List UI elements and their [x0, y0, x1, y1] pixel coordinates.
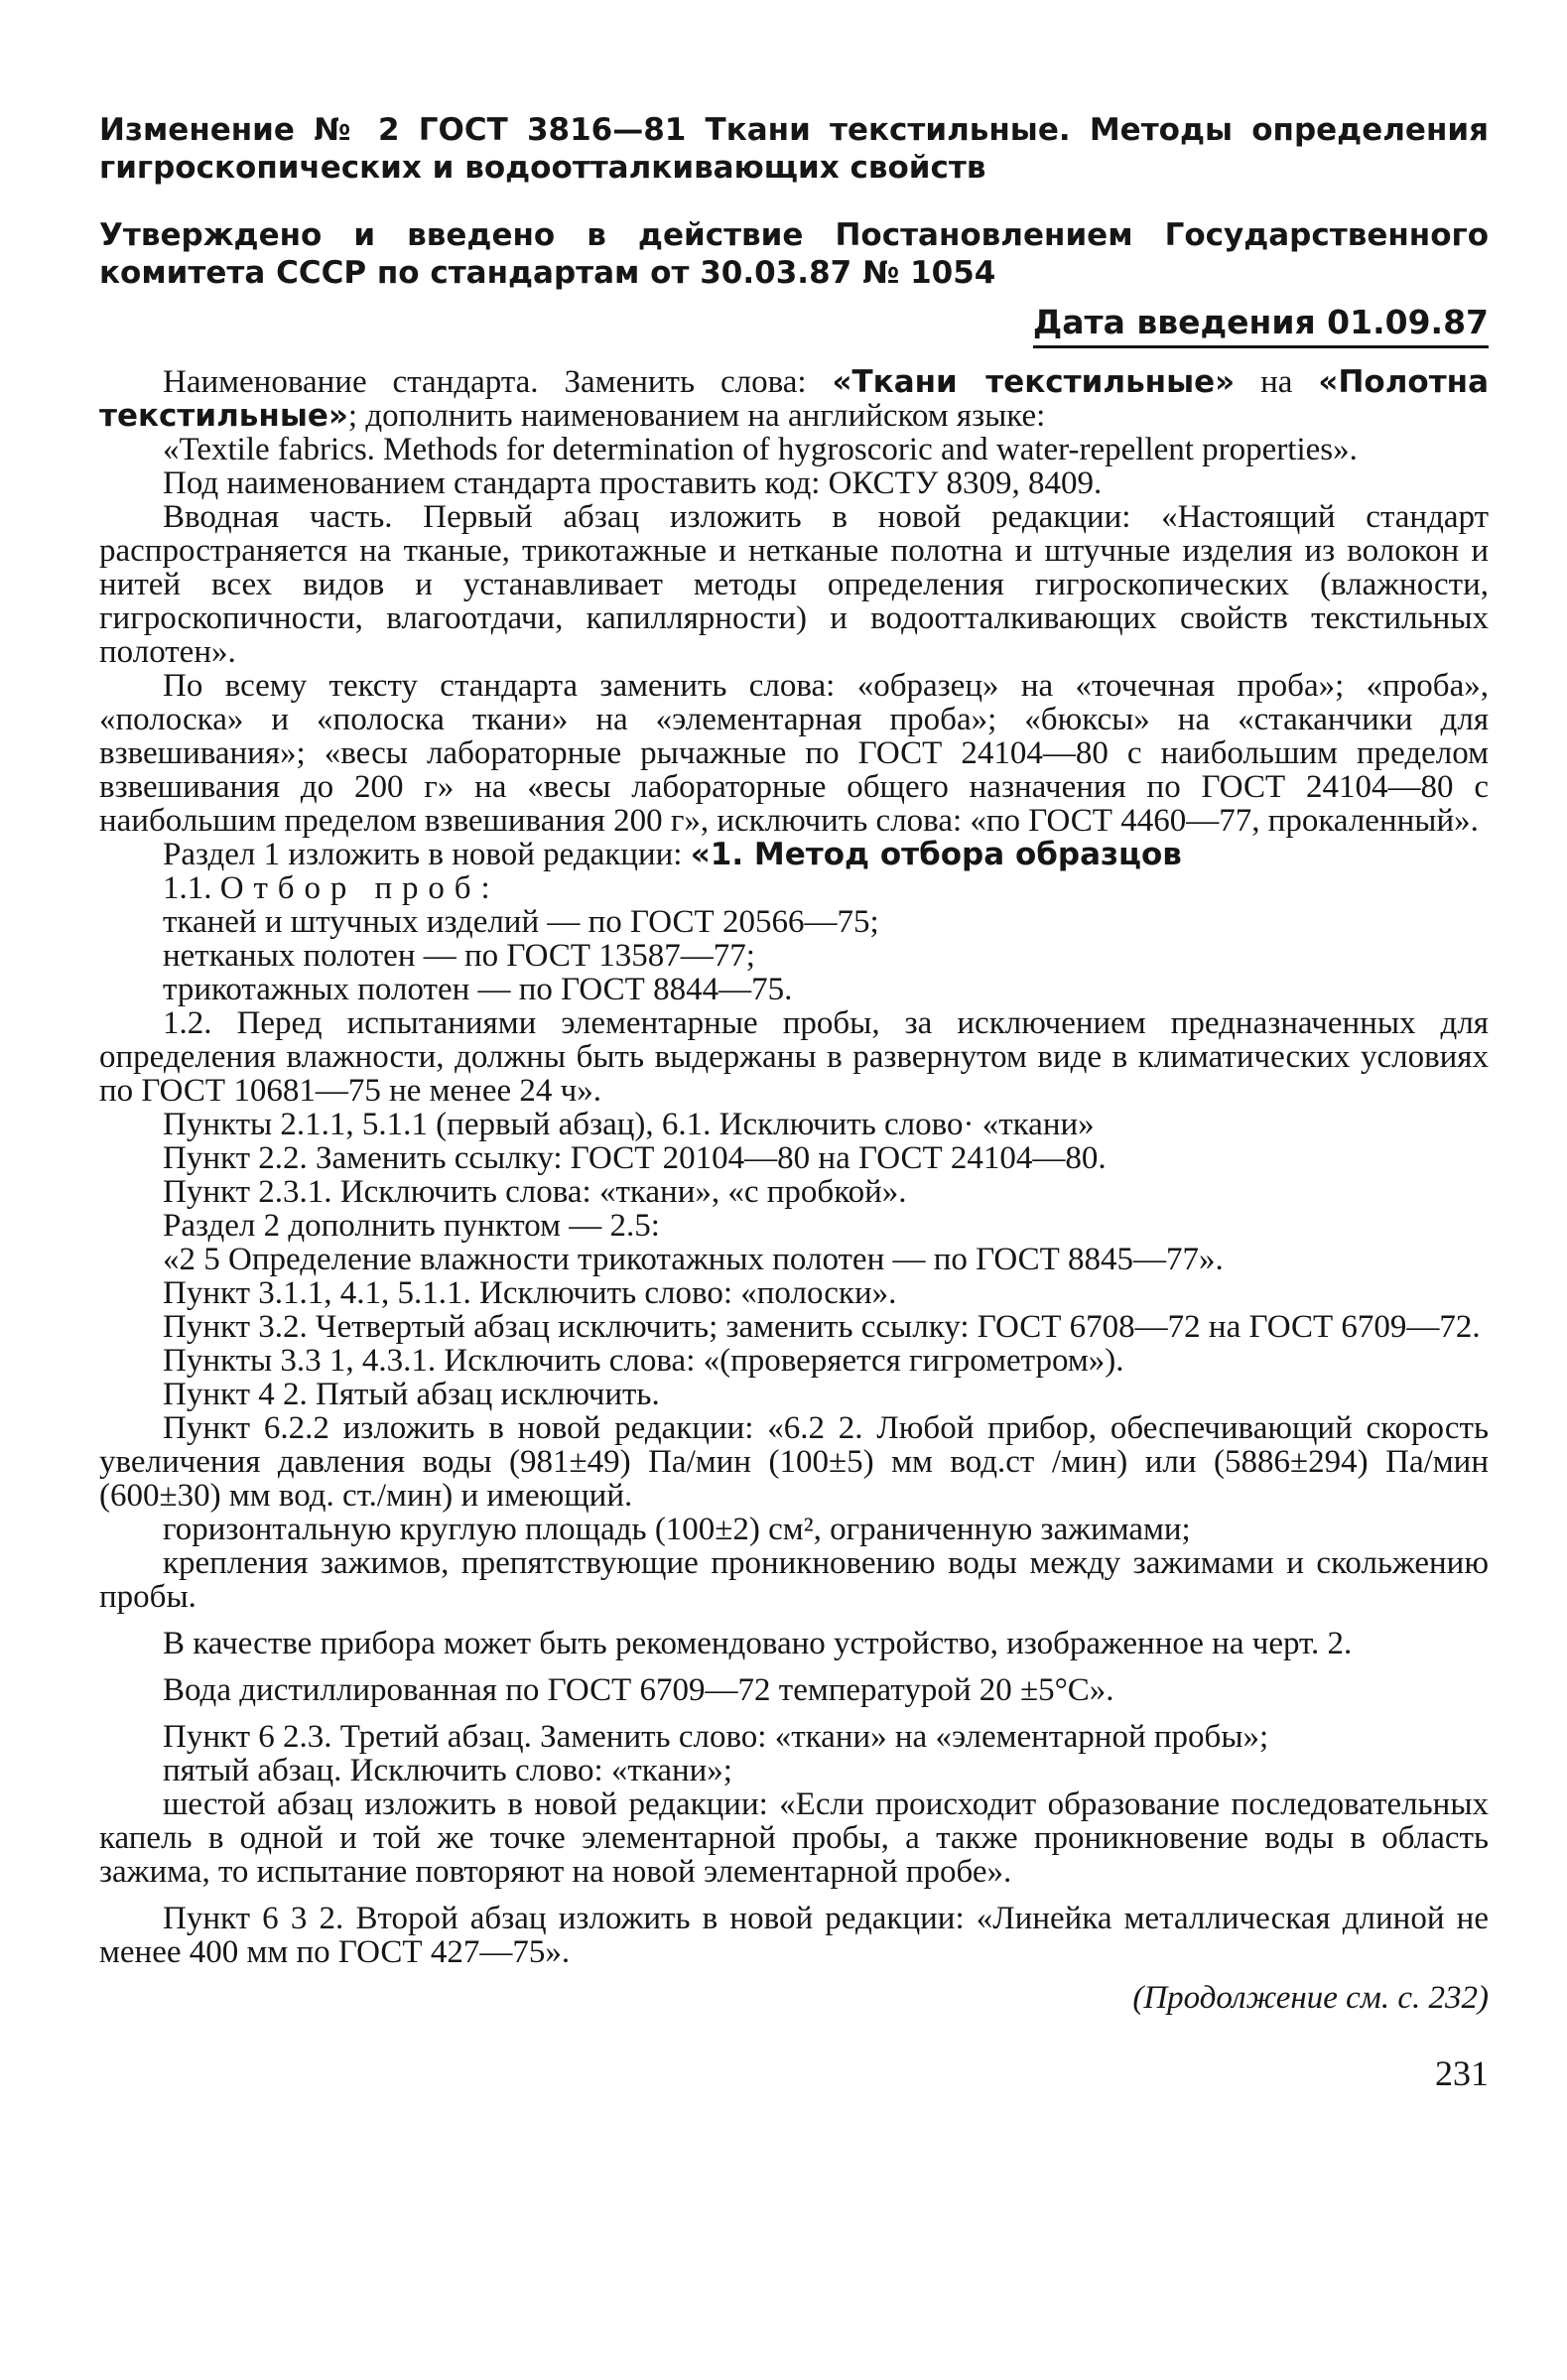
paragraph: Под наименованием стандарта проставить код: ОКСТУ 8309, 8409. — [163, 465, 1103, 501]
paragraph: пятый абзац. Исключить слово: «ткани»; — [163, 1753, 732, 1788]
paragraph: Наименование стандарта. Заменить слова: «Ткани текстильные» на «Полотна текстильные»; дополнить наименованием на английском языке: — [99, 364, 1489, 434]
paragraph: Пункт 3.1.1, 4.1, 5.1.1. Исключить слово: «полоски». — [163, 1275, 897, 1311]
amendment-title: Изменение № 2 ГОСТ 3816—81 Ткани текстильные. Методы определения гигроскопических и водоотталкивающих свойств — [99, 112, 1489, 186]
paragraph: Пункт 3.2. Четвертый абзац исключить; заменить ссылку: ГОСТ 6708—72 на ГОСТ 6709—72. — [163, 1309, 1481, 1345]
paragraph: горизонтальную круглую площадь (100±2) см², ограниченную зажимами; — [163, 1512, 1191, 1547]
effective-date — [99, 303, 1489, 341]
paragraph: Раздел 2 дополнить пунктом — 2.5: — [163, 1208, 660, 1244]
paragraph: шестой абзац изложить в новой редакции: «Если происходит образование последовательных капель в одной и той же точке элементарной пробы, а также проникновение воды в область зажима, то испытание повторяют на новой элементарной пробе». — [99, 1786, 1489, 1890]
paragraph: По всему тексту стандарта заменить слова: «образец» на «точечная проба»; «проба», «полоска» и «полоска ткани» на «элементарная проба»; «бюксы» на «стаканчики для взвешивания»; «весы лабораторные рычажные по ГОСТ 24104—80 с наибольшим пределом взвешивания до 200 г» на «весы лабораторные общего назначения по ГОСТ 24104—80 с наибольшим пределом взвешивания 200 г», исключить слова: «по ГОСТ 4460—77, прокаленный». — [99, 668, 1489, 839]
paragraph: 1.2. Перед испытаниями элементарные пробы, за исключением предназначенных для определения влажности, должны быть выдержаны в развернутом виде в климатических условиях по ГОСТ 10681—75 не менее 24 ч». — [99, 1005, 1489, 1109]
paragraph: Пункт 2.2. Заменить ссылку: ГОСТ 20104—80 на ГОСТ 24104—80. — [163, 1140, 1107, 1176]
continued-note: (Продолжение см. с. 232) — [1132, 1980, 1489, 2016]
paragraph: Пункт 6.2.2 изложить в новой редакции: «6.2 2. Любой прибор, обеспечивающий скорость увеличения давления воды (981±49) Па/мин (100±5) мм вод.ст /мин) или (5886±294) Па/мин (600±30) мм вод. ст./мин) и имеющий. — [99, 1410, 1489, 1514]
paragraph: Вводная часть. Первый абзац изложить в новой редакции: «Настоящий стандарт распространяется на тканые, трикотажные и нетканые полотна и штучные изделия из волокон и нитей всех видов и устанавливает методы определения гигроскопических (влажности, гигроскопичности, влагоотдачи, капиллярности) и водоотталкивающих свойств текстильных полотен». — [99, 499, 1489, 670]
paragraph: Вода дистиллированная по ГОСТ 6709—72 температурой 20 ±5°С». — [163, 1672, 1114, 1708]
paragraph: крепления зажимов, препятствующие проникновению воды между зажимами и скольжению пробы. — [99, 1545, 1489, 1615]
paragraph: тканей и штучных изделий — по ГОСТ 20566—75; — [163, 904, 879, 940]
paragraph: Пункты 3.3 1, 4.3.1. Исключить слова: «(проверяется гигрометром»). — [163, 1343, 1124, 1379]
paragraph: Пункт 6 2.3. Третий абзац. Заменить слово: «ткани» на «элементарной пробы»; — [163, 1719, 1269, 1755]
paragraph: нетканых полотен — по ГОСТ 13587—77; — [163, 938, 755, 974]
paragraph: 1.1. Отбор проб: — [163, 870, 490, 906]
paragraph: «Textile fabrics. Methods for determination of hygroscoric and water-repellent properties». — [163, 432, 1358, 467]
paragraph: «2 5 Определение влажности трикотажных полотен — по ГОСТ 8845—77». — [163, 1242, 1224, 1277]
document-page — [99, 111, 1489, 2093]
paragraph: В качестве прибора может быть рекомендовано устройство, изображенное на черт. 2. — [163, 1626, 1353, 1661]
paragraph: Раздел 1 изложить в новой редакции: «1. Метод отбора образцов — [163, 837, 1182, 872]
approval-statement: Утверждено и введено в действие Постановлением Государственного комитета СССР по стандартам от 30.03.87 № 1054 — [99, 217, 1489, 291]
effective-date-text: Дата введения 01.09.87 — [1033, 303, 1489, 348]
paragraph: Пункт 6 3 2. Второй абзац изложить в новой редакции: «Линейка металлическая длиной не менее 400 мм по ГОСТ 427—75». — [99, 1901, 1489, 1970]
paragraph: Пункт 4 2. Пятый абзац исключить. — [163, 1377, 660, 1412]
paragraph: Пункты 2.1.1, 5.1.1 (первый абзац), 6.1. Исключить слово· «ткани» — [163, 1107, 1095, 1142]
page-number: 231 — [1435, 2053, 1489, 2093]
paragraph: Пункт 2.3.1. Исключить слова: «ткани», «с пробкой». — [163, 1174, 907, 1210]
paragraph: трикотажных полотен — по ГОСТ 8844—75. — [163, 972, 793, 1007]
